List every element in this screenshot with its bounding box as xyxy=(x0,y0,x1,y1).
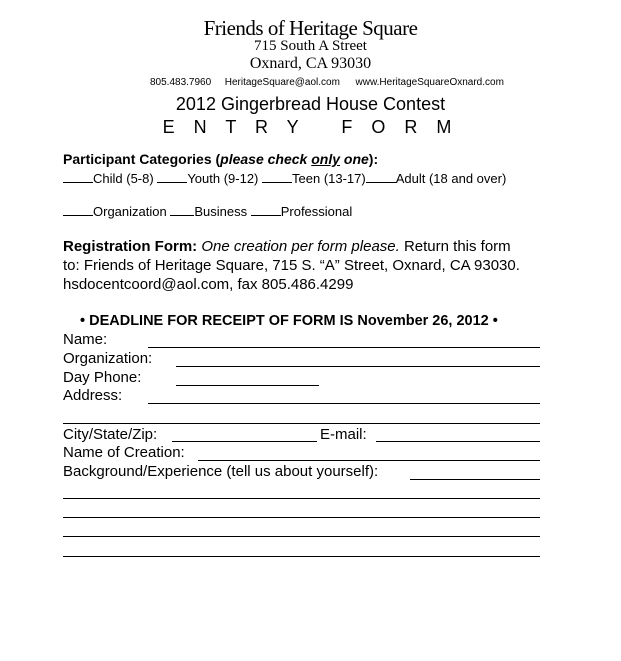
heading-suffix: ): xyxy=(368,151,379,167)
category-teen-blank[interactable] xyxy=(262,170,292,183)
contest-title: 2012 Gingerbread House Contest xyxy=(175,94,446,114)
deadline-notice: • DEADLINE FOR RECEIPT OF FORM IS November 26, 2012 • xyxy=(80,313,498,329)
category-professional: Professional xyxy=(280,204,353,219)
background-line-1[interactable] xyxy=(410,479,540,480)
categories-heading xyxy=(63,151,378,167)
category-row-1 xyxy=(63,170,506,186)
background-line-2[interactable] xyxy=(63,498,540,499)
background-label: Background/Experience (tell us about yourself): xyxy=(63,463,379,480)
name-of-creation-label: Name of Creation: xyxy=(63,444,185,461)
category-adult: Adult (18 and over) xyxy=(395,171,507,186)
category-child: Child (5-8) xyxy=(93,171,154,186)
organization-line[interactable] xyxy=(176,366,540,367)
category-row-2 xyxy=(63,203,352,219)
background-line-5[interactable] xyxy=(63,556,540,557)
registration-line-1 xyxy=(63,237,511,257)
org-street: 715 South A Street xyxy=(254,38,367,54)
org-city: Oxnard, CA 93030 xyxy=(249,55,372,72)
heading-italic-2: one xyxy=(340,151,369,167)
heading-italic: please check xyxy=(220,151,312,167)
category-professional-blank[interactable] xyxy=(251,203,281,216)
form-subtitle: E N T R Y F O R M xyxy=(162,117,459,137)
heading-prefix: Participant Categories ( xyxy=(63,151,221,167)
name-of-creation-line[interactable] xyxy=(198,460,540,461)
registration-label: Registration Form: xyxy=(63,238,198,255)
category-teen: Teen (13-17) xyxy=(292,171,366,186)
name-line[interactable] xyxy=(148,347,540,348)
org-name: Friends of Heritage Square xyxy=(203,16,418,40)
category-child-blank[interactable] xyxy=(63,170,93,183)
email-line[interactable] xyxy=(376,441,540,442)
address-label: Address: xyxy=(63,387,123,404)
category-business-blank[interactable] xyxy=(170,203,194,216)
category-adult-blank[interactable] xyxy=(366,170,396,183)
day-phone-line[interactable] xyxy=(176,385,319,386)
background-line-3[interactable] xyxy=(63,517,540,518)
category-youth-blank[interactable] xyxy=(157,170,187,183)
category-youth: Youth (9-12) xyxy=(187,171,259,186)
heading-only: only xyxy=(311,151,340,167)
registration-italic: One creation per form please. xyxy=(201,238,400,255)
registration-line-2: to: Friends of Heritage Square, 715 S. “A” Street, Oxnard, CA 93030. xyxy=(63,257,520,274)
address-line-2[interactable] xyxy=(63,423,540,424)
category-business: Business xyxy=(194,204,248,219)
day-phone-label: Day Phone: xyxy=(63,369,142,386)
city-state-zip-label: City/State/Zip: xyxy=(63,426,158,443)
org-website: www.HeritageSquareOxnard.com xyxy=(355,77,504,88)
address-line[interactable] xyxy=(148,403,540,404)
name-label: Name: xyxy=(63,331,108,348)
organization-label: Organization: xyxy=(63,350,153,367)
category-organization: Organization xyxy=(93,204,167,219)
org-phone: 805.483.7960 xyxy=(150,77,212,88)
registration-line-3: hsdocentcoord@aol.com, fax 805.486.4299 xyxy=(63,276,354,293)
city-state-zip-line[interactable] xyxy=(172,441,317,442)
background-line-4[interactable] xyxy=(63,536,540,537)
org-contact xyxy=(150,77,504,88)
category-organization-blank[interactable] xyxy=(63,203,93,216)
email-label: E-mail: xyxy=(320,426,367,443)
org-email: HeritageSquare@aol.com xyxy=(224,77,340,88)
registration-text: Return this form xyxy=(399,238,511,255)
